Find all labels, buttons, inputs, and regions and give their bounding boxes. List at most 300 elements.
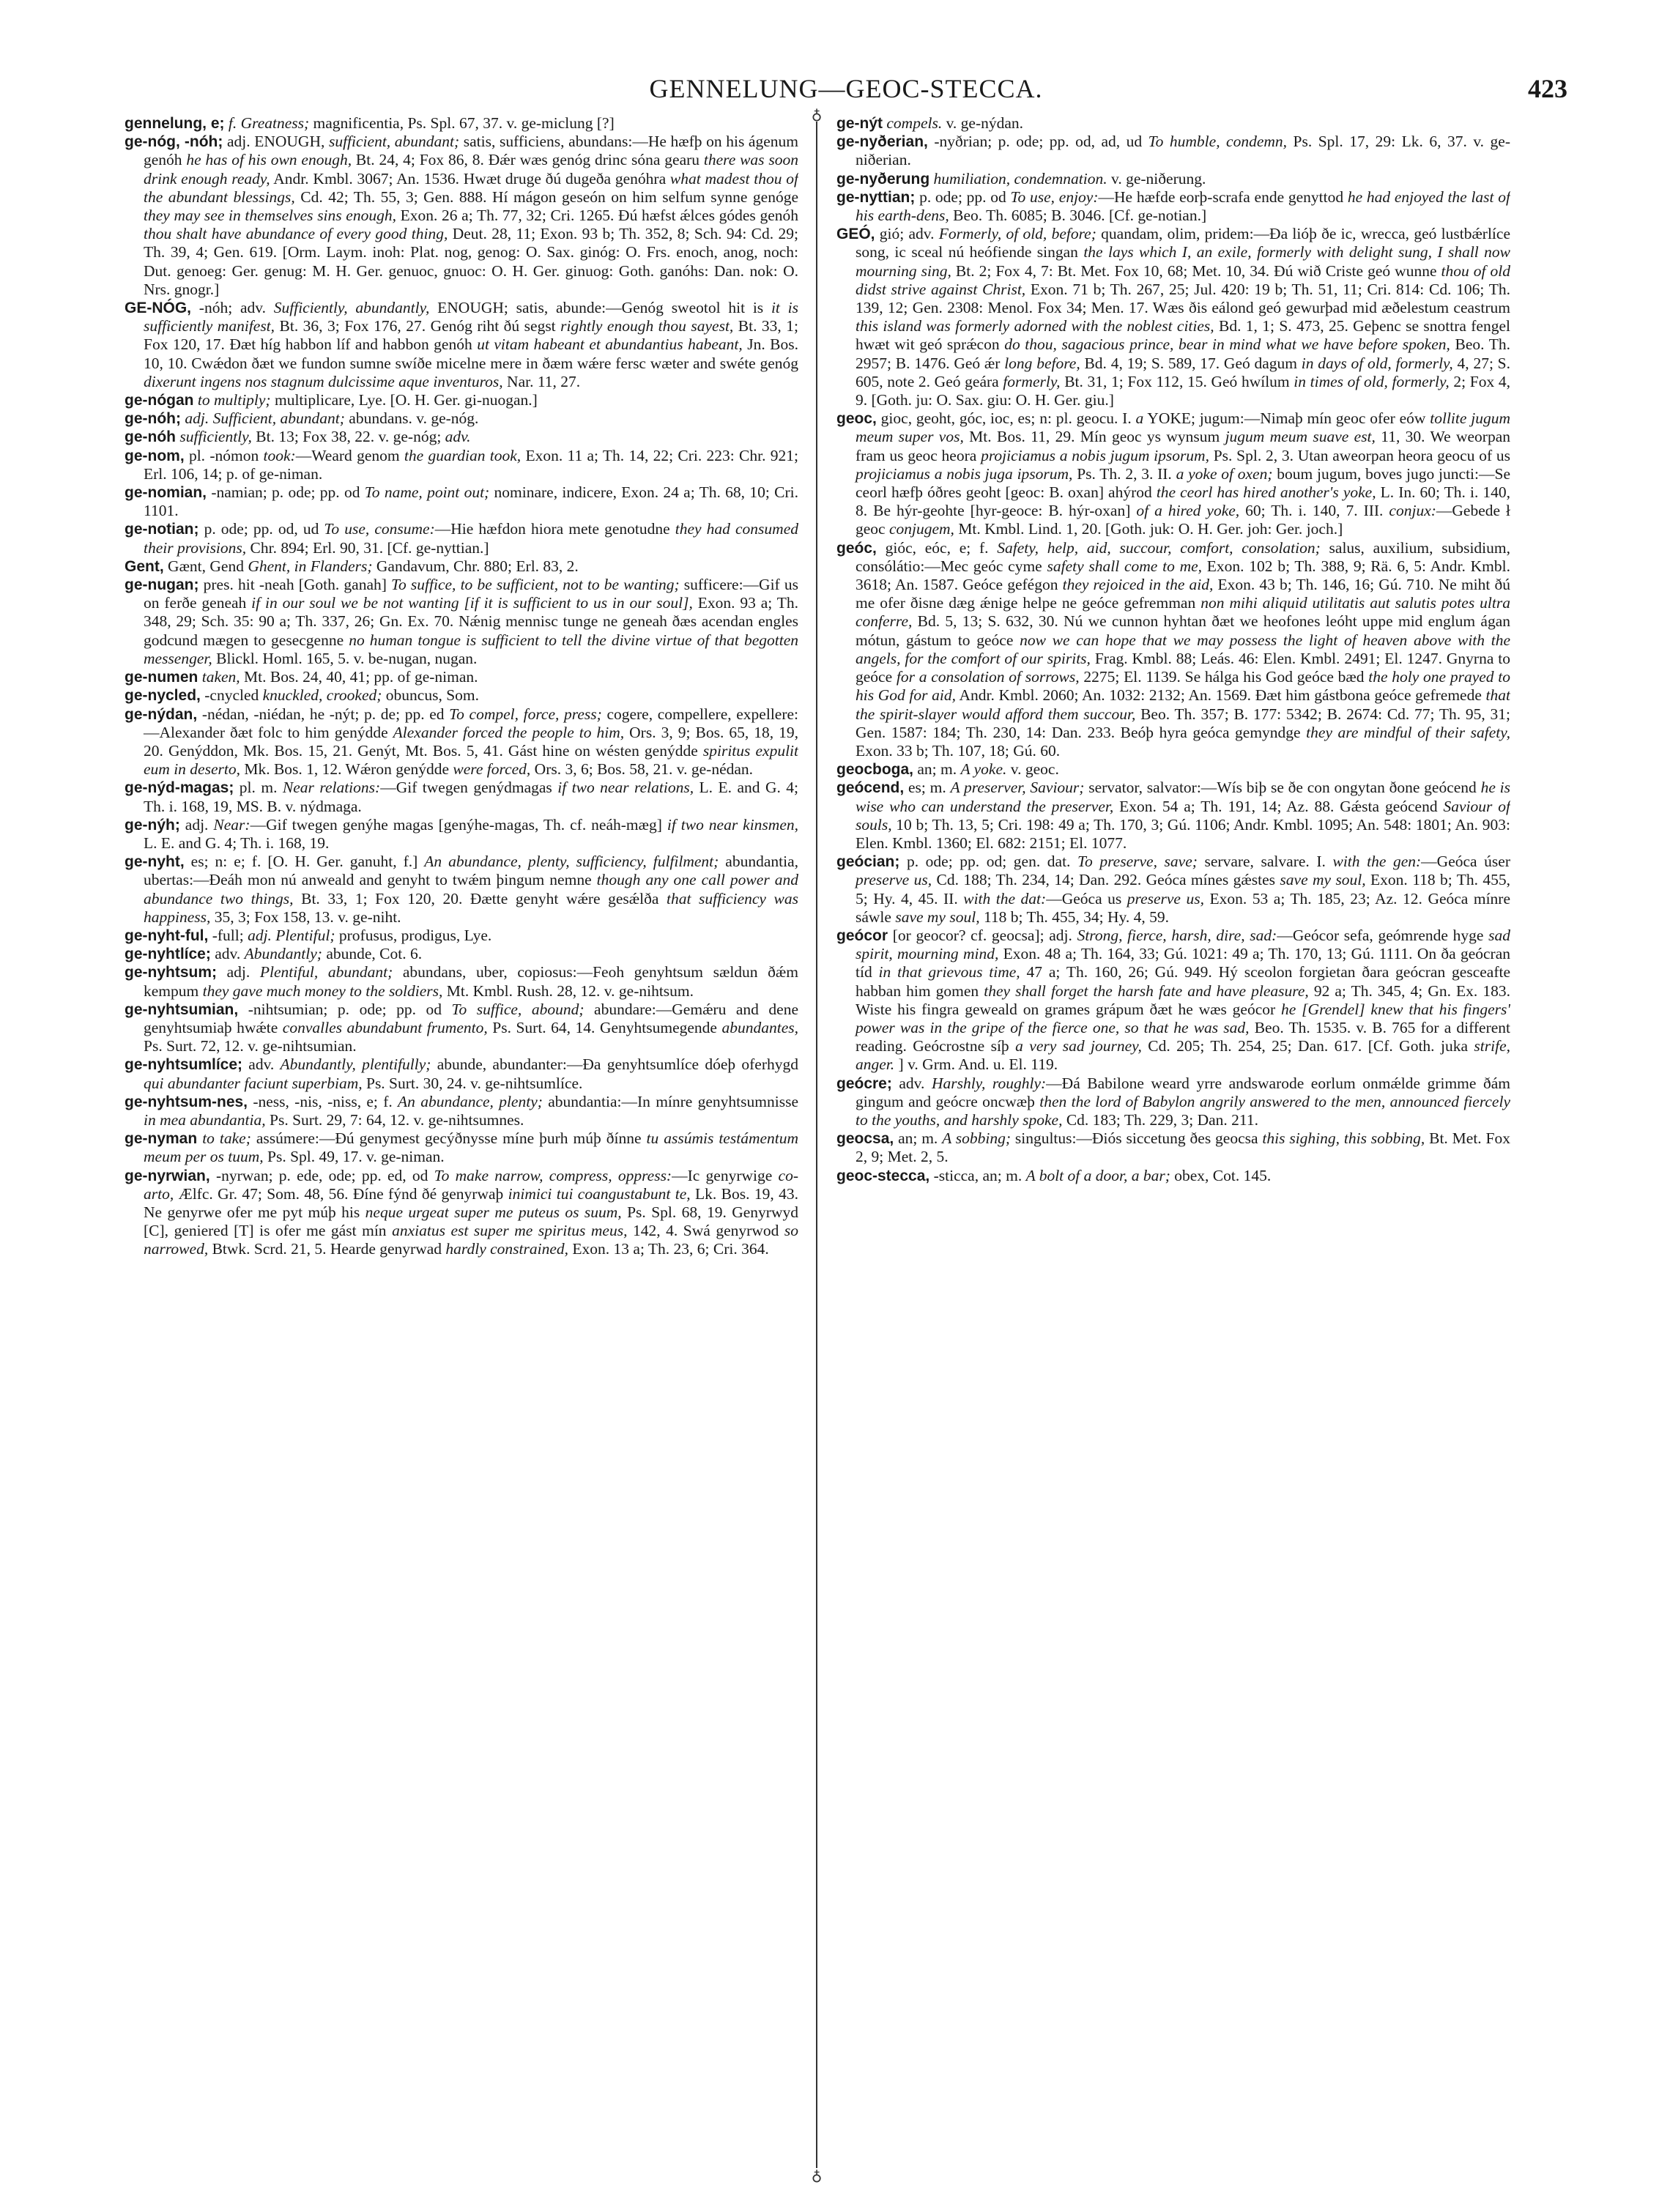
entry-text: Beo. Th. 357; B. 177: 5342; B. 2674: Cd. 77; Th. 95, 31; Gen. 1587: 184; Th. 230, 14: Dan. 233. Beóþ hyra geóca gemyndge [856, 705, 1510, 741]
gloss-italic: adj. Plentiful; [248, 926, 335, 944]
entry-text: abundare:—Gemǽru and dene genyhtsumiaþ hwǽte [144, 1000, 798, 1036]
gloss-italic: conjugem, [888, 520, 954, 538]
entry-text: YOKE; jugum:—Nimaþ mín geoc ofer eów [1143, 409, 1430, 428]
entry-text: gioc, geoht, góc, ioc, es; n: pl. geocu. I. [876, 409, 1136, 428]
entry-text: p. ode; pp. od [915, 188, 1011, 206]
gloss-italic: Abundantly; [244, 945, 322, 963]
gloss-italic: An abundance, plenty; [398, 1092, 543, 1110]
gloss-italic: to take; [202, 1129, 251, 1148]
gloss-italic: sufficiently, [179, 428, 252, 446]
gloss-italic: qui abundanter faciunt superbiam, [144, 1074, 363, 1092]
headword: ge-nógan [125, 392, 194, 409]
entry-text: an; m. [913, 760, 961, 779]
entry-text: 11, 30. We weorpan fram us geoc heora [856, 428, 1510, 464]
entry-text: Bt. Met. Fox 2, 9; Met. 2, 5. [856, 1129, 1510, 1166]
dictionary-entry [125, 1167, 798, 1259]
entry-text: Ps. Spl. 17, 29: Lk. 6, 37. v. ge-niðerian. [856, 133, 1510, 169]
entry-text: Exon. 118 b; Th. 455, 5; Hy. 4, 45. II. [856, 871, 1510, 908]
gloss-italic: To use, enjoy: [1010, 188, 1099, 206]
dictionary-entry [125, 1001, 798, 1056]
gloss-italic: with the gen: [1332, 853, 1422, 871]
entry-text: an; m. [894, 1129, 943, 1148]
entry-text: v. ge-nýdan. [942, 114, 1024, 132]
entry-text: Exon. 48 a; Th. 164, 33; Gú. 1021: 49 a; Th. 170, 13; Gú. 1111. On ða geócran tíd [856, 945, 1510, 981]
entry-text: abundans, uber, copiosus:—Feoh genyhtsum sældun ðǽm kempum [144, 963, 798, 1000]
entry-text: 2275; El. 1139. Se hálga his God geóce bæd [1079, 668, 1369, 686]
gloss-italic: to multiply; [197, 391, 271, 409]
entry-text: Beo. Th. 2957; B. 1476. Geó ǽr [856, 335, 1510, 372]
dictionary-entry [125, 447, 798, 483]
entry-text: Btwk. Scrd. 21, 5. Hearde genyrwad [208, 1240, 446, 1258]
dictionary-entry [125, 576, 798, 668]
entry-text: Ps. Spl. 49, 17. v. ge-niman. [263, 1148, 445, 1166]
gloss-italic: thou shalt have abundance of every good thing, [144, 225, 448, 243]
headword: ge-nóg, -nóh; [125, 133, 223, 151]
headword: geócor [836, 927, 888, 944]
entry-text: adv. [242, 1055, 281, 1074]
headword: ge-nýd-magas; [125, 779, 234, 797]
dictionary-entry [125, 686, 798, 705]
entry-text: -cnycled [200, 686, 263, 705]
gloss-italic: sad spirit, mourning mind, [856, 926, 1510, 963]
entry-text: servator, salvator:—Wís biþ se ðe con ongytan ðone geócend [1084, 779, 1481, 797]
entry-text: v. ge-niðerung. [1107, 169, 1206, 188]
entry-text: ENOUGH; satis, abunde:—Genóg sweotol hit is [429, 299, 771, 317]
gloss-italic: they may see in themselves sins enough, [144, 207, 396, 225]
gloss-italic: they shall forget the harsh fate and have pleasure, [984, 981, 1309, 1000]
headword: geoc, [836, 410, 877, 428]
entry-text: cogere, compellere, expellere:—Alexander ðæt folc to him genýdde [144, 705, 798, 741]
entry-text: abunde, Cot. 6. [322, 945, 423, 963]
gloss-italic: A preserver, Saviour; [950, 779, 1085, 797]
dictionary-entry [836, 225, 1510, 409]
entry-text: Jn. Bos. 10, 10. Cwǽdon ðæt we fundon sumne swíðe micelne mere in ðæm wǽre fersc wæter and swéte genóg [144, 335, 798, 372]
entry-text: adj. [179, 815, 214, 834]
entry-text: -ness, -nis, -niss, e; f. [248, 1092, 398, 1110]
divider-bottom-ornament: ♁ [809, 2168, 824, 2183]
entry-text: Exon. 102 b; Th. 388, 9; Rä. 6, 5: Andr. Kmbl. 3618; An. 1587. Geóce gefégon [856, 557, 1510, 594]
gloss-italic: with the dat: [963, 889, 1047, 908]
dictionary-entry [125, 114, 798, 133]
gloss-italic: there was soon drink enough ready, [144, 151, 798, 188]
entry-text: gióc, eóc, e; f. [876, 538, 998, 557]
gloss-italic: preserve us, [856, 871, 932, 889]
entry-text: multiplicare, Lye. [O. H. Ger. gi-nuogan.] [270, 391, 538, 409]
entry-text: Cd. 205; Th. 254, 25; Dan. 617. [Cf. Goth. juka [1141, 1037, 1474, 1055]
entry-text: Exon. 43 b; Th. 146, 16; Gú. 710. Ne miht ðú me ofer ðisne dæg ǽnige helpe ne geóce gefremman [856, 576, 1510, 612]
entry-text: 2; Fox 4, 9. [Goth. ju: O. Sax. giu: O. H. Ger. giu.] [856, 372, 1510, 409]
entry-text: Cd. 188; Th. 234, 14; Dan. 292. Geóca mínes gǽstes [932, 871, 1280, 889]
dictionary-entry [836, 779, 1510, 853]
entry-text: -nyrwan; p. ede, ode; pp. ed, od [209, 1166, 434, 1184]
entry-text: satis, sufficiens, abundans:—He hæfþ on his ágenum genóh [144, 133, 798, 169]
entry-text: Exon. 13 a; Th. 23, 6; Cri. 364. [568, 1240, 769, 1258]
entry-text: —Gif twegen genýhe magas [genýhe-magas, Th. cf. neáh-mæg] [250, 815, 667, 834]
gloss-italic: do thou, sagacious prince, bear in mind what we have before spoken, [1004, 335, 1450, 354]
entry-text: obex, Cot. 145. [1170, 1166, 1272, 1184]
gloss-italic: adv. [445, 428, 471, 446]
entry-text: Mt. Kmbl. Lind. 1, 20. [Goth. juk: O. H. Ger. joh: Ger. joch.] [954, 520, 1343, 538]
headword: ge-nyht-ful, [125, 927, 209, 944]
entry-text: Gænt, Gend [163, 557, 248, 575]
gloss-italic: projiciamus a nobis jugum ipsorum, [981, 446, 1209, 464]
gloss-italic: neque urgeat super me puteus os suum, [365, 1203, 622, 1221]
entry-text: nominare, indicere, Exon. 24 a; Th. 68, 10; Cri. 1101. [144, 483, 798, 520]
gloss-italic: Saviour of souls, [856, 797, 1510, 834]
headword: ge-nyðerian, [836, 133, 928, 151]
entry-text: 60; Th. i. 140, 7. III. [1239, 502, 1389, 520]
headword: Gent, [125, 557, 164, 575]
entry-text: -nédan, -niédan, he -nýt; p. de; pp. ed [197, 705, 450, 723]
gloss-italic: f. Greatness; [228, 114, 310, 132]
entry-text: Ælfc. Gr. 47; Som. 48, 56. Ðíne fýnd ðé genyrwaþ [174, 1184, 508, 1203]
gloss-italic: Strong, fierce, harsh, dire, sad: [1077, 926, 1277, 944]
gloss-italic: so narrowed, [144, 1222, 798, 1258]
entry-text: -nihtsumian; p. ode; pp. od [238, 1000, 452, 1018]
gloss-italic: non mihi aliquid utilitatis aut salutis potes ultra conferre, [856, 594, 1510, 631]
dictionary-entry [836, 539, 1510, 760]
entry-text: [or geocor? cf. geocsa]; adj. [888, 926, 1077, 944]
entry-text: pl. -nómon [184, 446, 264, 464]
gloss-italic: in mea abundantia, [144, 1110, 266, 1129]
gloss-italic: for a consolation of sorrows, [896, 668, 1080, 686]
dictionary-entry [125, 409, 798, 428]
headword: ge-nóh; [125, 410, 181, 428]
dictionary-entry [125, 133, 798, 299]
headword: geocsa, [836, 1130, 894, 1148]
headword: geoc-stecca, [836, 1167, 930, 1184]
dictionary-entry [125, 1055, 798, 1092]
entry-text: Ps. Surt. 30, 24. v. ge-nihtsumlíce. [362, 1074, 583, 1092]
gloss-italic: preserve us, [1127, 889, 1204, 908]
headword: ge-nýdan, [125, 705, 198, 723]
gloss-italic: they gave much money to the soldiers, [202, 981, 443, 1000]
headword: ge-nyht, [125, 853, 185, 871]
page-number: 423 [1528, 74, 1567, 103]
dictionary-entry [125, 668, 798, 686]
gloss-italic: A bolt of a door, a bar; [1025, 1166, 1170, 1184]
entry-text: —Geócor sefa, geómrende hyge [1277, 926, 1489, 944]
dictionary-entry [125, 927, 798, 945]
gloss-italic: a yoke of oxen; [1176, 464, 1273, 483]
gloss-italic: the guardian took, [404, 446, 522, 464]
gloss-italic: safety shall come to me, [1047, 557, 1203, 575]
entry-text: 142, 4. Swá genyrwod [627, 1222, 784, 1240]
dictionary-entry [125, 1093, 798, 1129]
gloss-italic: To name, point out; [364, 483, 490, 502]
entry-text: magnificentia, Ps. Spl. 67, 37. v. ge-miclung [?] [309, 114, 615, 132]
gloss-italic: humiliation, condemnation. [933, 169, 1107, 188]
dictionary-entry [125, 1129, 798, 1166]
entry-text: 47 a; Th. 160, 26; Gú. 949. Hý sceolon forgietan ðara geócran gesceafte habban him gomen [856, 963, 1510, 1000]
gloss-italic: ut vitam habeant et abundantius habeant, [477, 335, 743, 354]
entry-text: Cd. 183; Th. 229, 3; Dan. 211. [1062, 1110, 1259, 1129]
headword: GE-NÓG, [125, 300, 192, 317]
gloss-italic: Safety, help, aid, succour, comfort, consolation; [997, 538, 1321, 557]
gloss-italic: Plentiful, abundant; [259, 963, 393, 981]
gloss-italic: To make narrow, compress, oppress: [434, 1166, 672, 1184]
dictionary-entry [125, 705, 798, 779]
entry-text: Exon. 71 b; Th. 267, 25; Jul. 420: 19 b; Th. 51, 11; Cri. 814: Cd. 106; Th. 139, 12; Gen. 2308: Menol. Fox 34; Men. 17. Wæs ðis eálond geó gewurþad mid æðelestum ceastrum [856, 280, 1510, 317]
entry-text: -full; [208, 926, 248, 944]
entry-text: pl. m. [234, 779, 283, 797]
entry-text: Mt. Bos. 11, 29. Mín geoc ys wynsum [963, 428, 1225, 446]
entry-text: v. geoc. [1006, 760, 1059, 779]
entry-text: —Hie hæfdon hiora mete genotudne [434, 520, 675, 538]
entry-text: singultus:—Ðiós siccetung ðes geocsa [1011, 1129, 1263, 1148]
entry-text: Bd. 1, 1; S. 473, 25. Geþenc se snottra fengel hwæt wit geó sprǽcon [856, 317, 1510, 354]
dictionary-entry [836, 409, 1510, 538]
gloss-italic: Abundantly, plentifully; [280, 1055, 431, 1074]
entry-text: ] v. Grm. And. u. El. 119. [894, 1055, 1058, 1074]
gloss-italic: conjux: [1389, 502, 1436, 520]
gloss-italic: anxiatus est super me spiritus meus, [392, 1222, 628, 1240]
dictionary-entry [125, 557, 798, 576]
gloss-italic: A sobbing; [942, 1129, 1012, 1148]
left-column [125, 114, 798, 2183]
entry-text: Exon. 26 a; Th. 77, 32; Cri. 1265. Ðú hæfst ǽlces gódes genóh [396, 207, 798, 225]
entry-text: Lk. Bos. 19, 43. Ne genyrwe ofer me pyt múþ his [144, 1184, 798, 1221]
gloss-italic: Harshly, roughly: [931, 1074, 1047, 1092]
entry-text: Mt. Kmbl. Rush. 28, 12. v. ge-nihtsum. [442, 981, 694, 1000]
gloss-italic: knuckled, crooked; [262, 686, 382, 705]
running-title: GENNELUNG—GEOC-STECCA. [649, 74, 1043, 103]
gloss-italic: what madest thou of the abundant blessings, [144, 169, 798, 206]
entry-text: —Geóca úser [1421, 853, 1510, 871]
gloss-italic: then the lord of Babylon angrily answered to the men, announced fiercely to the youths, and harshly spoke, [856, 1092, 1510, 1129]
gloss-italic: that the spirit-slayer would afford them succour, [856, 686, 1510, 723]
entry-text: Chr. 894; Erl. 90, 31. [Cf. ge-nyttian.] [246, 538, 489, 557]
gloss-italic: Near relations: [282, 779, 381, 797]
gloss-italic: he had enjoyed the last of his earth-dens, [856, 188, 1510, 225]
entry-text: -namian; p. ode; pp. od [207, 483, 365, 502]
headword: ge-notian; [125, 521, 199, 538]
entry-text: Blickl. Homl. 165, 5. v. be-nugan, nugan. [212, 649, 478, 667]
entry-text: abunde, abundanter:—Ða genyhtsumlíce dóeþ oferhygd [431, 1055, 798, 1074]
entry-text: L. In. 60; Th. i. 140, 8. Be hýr-geohte [hyr-geoce: B. hýr-oxan] [856, 483, 1510, 520]
gloss-italic: they rejoiced in the aid, [1062, 576, 1214, 594]
entry-text: 4, 27; S. 605, note 2. Geó geára [856, 354, 1510, 390]
entry-text: Exon. 93 a; Th. 348, 29; Sch. 35: 90 a; Th. 337, 26; Gn. Ex. 70. Nǽnig mennisc tunge ne geneah ðæs acendan engles godcund mægen to gesecgenne [144, 594, 798, 649]
entry-text: Bt. 2; Fox 4, 7: Bt. Met. Fox 10, 68; Met. 10, 34. Ðú wið Criste geó wunne [951, 261, 1441, 280]
gloss-italic: Alexander forced the people to him, [393, 723, 625, 741]
gloss-italic: An abundance, plenty, sufficiency, fulfilment; [424, 853, 719, 871]
entry-text: —Gebede ł geoc [856, 502, 1510, 538]
gloss-italic: inimici tui coangustabunt te, [508, 1184, 691, 1203]
dictionary-entry [836, 188, 1510, 225]
gloss-italic: taken, [201, 668, 240, 686]
gloss-italic: adj. Sufficient, abundant; [185, 409, 345, 428]
gloss-italic: save my soul, [1280, 871, 1366, 889]
gloss-italic: this sighing, this sobbing, [1262, 1129, 1425, 1148]
entry-text: —Gif twegen genýdmagas [380, 779, 558, 797]
gloss-italic: Formerly, of old, before; [938, 225, 1096, 243]
gloss-italic: tu assúmis testámentum meum per os tuum, [144, 1129, 798, 1166]
gloss-italic: the holy one prayed to his God for aid, [856, 668, 1510, 705]
entry-text: profusus, prodigus, Lye. [335, 926, 492, 944]
entry-text: salus, auxilium, subsidium, consólátio:—Mec geóc cyme [856, 538, 1510, 575]
entry-text: es; m. [904, 779, 951, 797]
entry-text: Ps. Surt. 64, 14. Genyhtsumegende [487, 1018, 722, 1036]
gloss-italic: if in our soul we be not wanting [if it is sufficient to us in our soul], [251, 594, 693, 612]
entry-text: -sticca, an; m. [929, 1166, 1026, 1184]
gloss-italic: a [1135, 409, 1144, 428]
gloss-italic: of a hired yoke, [1136, 502, 1240, 520]
gloss-italic: the lays which I, an exile, formerly with delight sung, I shall now mourning sing, [856, 243, 1510, 280]
gloss-italic: if two near kinsmen, [667, 815, 798, 834]
headword: ge-nyhtsum; [125, 964, 217, 981]
headword: ge-nyttian; [836, 188, 916, 206]
dictionary-entry [125, 299, 798, 391]
entry-text: Andr. Kmbl. 2060; An. 1032: 2132; An. 1569. Ðæt him gástbona geóce gefremede [956, 686, 1486, 705]
entry-text: 118 b; Th. 455, 34; Hy. 4, 59. [979, 908, 1169, 926]
headword: ge-nyman [125, 1130, 198, 1148]
entry-text: Ors. 3, 9; Bos. 65, 18, 19, 20. Genýddon, Mk. Bos. 15, 21. Genýt, Mt. Bos. 5, 41. Gást hine on wésten genýdde [144, 723, 798, 760]
entry-text: Frag. Kmbl. 88; Leás. 46: Elen. Kmbl. 2491; El. 1247. Gnyrna to geóce [856, 649, 1510, 686]
headword: ge-nýh; [125, 816, 180, 834]
gloss-italic: abundantes, [721, 1018, 798, 1036]
entry-text: 92 a; Th. 345, 4; Gn. Ex. 183. Wiste his fingra geweald on grames grápum ðæt he wæs geócor [856, 981, 1510, 1018]
entry-text: Beo. Th. 1535. v. B. 765 for a different reading. Geócrostne síþ [856, 1018, 1510, 1055]
entry-text: Bt. 36, 3; Fox 176, 27. Genóg riht ðú segst [275, 317, 561, 335]
gloss-italic: tollite jugum meum super vos, [856, 409, 1510, 446]
entry-text: adj. [217, 963, 260, 981]
entry-text: servare, salvare. I. [1197, 853, 1333, 871]
headword: ge-nyhtsumian, [125, 1001, 239, 1018]
entry-text: quandam, olim, pridem:—Ða lióþ ðe ic, wrecca, geó lustbǽrlíce song, ic sceal nú heófiende singan [856, 225, 1510, 261]
gloss-italic: a very sad journey, [1015, 1037, 1142, 1055]
gloss-italic: To suffice, abound; [451, 1000, 584, 1018]
entry-text: adv. [891, 1074, 932, 1092]
entry-text: gió; adv. [875, 225, 939, 243]
page-header [125, 63, 1567, 114]
entry-text: -nyðrian; p. ode; pp. od, ad, ud [927, 133, 1148, 151]
dictionary-entry [125, 853, 798, 927]
gloss-italic: in days of old, formerly, [1301, 354, 1453, 372]
gloss-italic: if two near relations, [557, 779, 694, 797]
right-column [836, 114, 1510, 2183]
gloss-italic: spiritus expulit eum in deserto, [144, 741, 798, 779]
entry-text: Ors. 3, 6; Bos. 58, 21. v. ge-nédan. [530, 760, 754, 779]
entry-text: Ps. Th. 2, 3. II. [1072, 464, 1176, 483]
entry-text: es; n: e; f. [O. H. Ger. ganuht, f.] [184, 853, 425, 871]
entry-text: —Weard genom [295, 446, 404, 464]
entry-text: Bt. 31, 1; Fox 112, 15. Geó hwílum [1060, 372, 1294, 390]
gloss-italic: formerly, [1003, 372, 1061, 390]
entry-text: Bt. 24, 4; Fox 86, 8. Ðǽr wæs genóg drinc sóna gearu [352, 151, 704, 169]
headword: gennelung, e; [125, 115, 225, 132]
gloss-italic: A yoke. [960, 760, 1007, 779]
gloss-italic: To compel, force, press; [449, 705, 602, 723]
headword: geócre; [836, 1075, 892, 1092]
gloss-italic: he is wise who can understand the preserver, [856, 779, 1510, 815]
dictionary-entry [125, 779, 798, 815]
entry-text: adv. [210, 945, 245, 963]
gloss-italic: Near: [213, 815, 250, 834]
gloss-italic: though any one call power and abundance two things, [144, 871, 798, 908]
headword: geocboga, [836, 761, 914, 779]
entry-text: —Ðá Babilone weard yrre andswarode eorlum onmǽlde grimme ðám gingum and geócre oncwæþ [856, 1074, 1510, 1110]
gloss-italic: that sufficiency was happiness, [144, 889, 798, 926]
dictionary-entry [836, 1075, 1510, 1130]
entry-text: Exon. 11 a; Th. 14, 22; Cri. 223: Chr. 921; Erl. 106, 14; p. of ge-niman. [144, 446, 798, 483]
gloss-italic: To humble, condemn, [1148, 133, 1288, 151]
gloss-italic: they are mindful of their safety, [1306, 723, 1510, 741]
entry-text: adj. ENOUGH, [223, 133, 329, 151]
gloss-italic: he [Grendel] knew that his fingers' power was in the gripe of the fierce one, so that he was sad, [856, 1000, 1510, 1036]
dictionary-entry [836, 170, 1510, 188]
gloss-italic: Sufficiently, abundantly, [273, 299, 430, 317]
dictionary-entry [125, 520, 798, 557]
headword: ge-nomian, [125, 484, 207, 502]
dictionary-entry [836, 1167, 1510, 1185]
entry-text: L. E. and G. 4; Th. i. 168, 19. [144, 834, 330, 852]
gloss-italic: rightly enough thou sayest, [560, 317, 734, 335]
entry-text: assúmere:—Ðú genymest gecýðnysse míne þurh múþ ðínne [250, 1129, 647, 1148]
headword: geóc, [836, 539, 877, 557]
entry-text: abundans. v. ge-nóg. [344, 409, 479, 428]
entry-text: Mt. Bos. 24, 40, 41; pp. of ge-niman. [240, 668, 478, 686]
gloss-italic: sufficient, abundant; [328, 133, 460, 151]
gloss-italic: dixerunt ingens nos stagnum dulcissime aque inventuros, [144, 372, 503, 390]
entry-text: —Geóca us [1046, 889, 1127, 908]
entry-text: p. ode; pp. od; gen. dat. [899, 853, 1078, 871]
entry-text: Bt. 33, 1; Fox 120, 17. Ðæt híg habbon líf and habbon genóh [144, 317, 798, 354]
entry-text: Bt. 13; Fox 38, 22. v. ge-nóg; [251, 428, 445, 446]
entry-text: —He hæfde eorþ-scrafa ende genyttod [1098, 188, 1348, 206]
entry-text: Andr. Kmbl. 3067; An. 1536. Hwæt druge ðú dugeða genóhra [270, 169, 670, 188]
headword: ge-nyhtsumlíce; [125, 1056, 243, 1074]
gloss-italic: were forced, [453, 760, 531, 779]
gloss-italic: this island was formerly adorned with the noblest cities, [856, 317, 1214, 335]
dictionary-entry [836, 853, 1510, 927]
gloss-italic: in that grievous time, [878, 963, 1020, 981]
entry-text: abundantia:—In mínre genyhtsumnisse [542, 1092, 798, 1110]
dictionary-entry [125, 428, 798, 446]
dictionary-entry [125, 483, 798, 520]
gloss-italic: it is sufficiently manifest, [144, 299, 798, 335]
entry-text: Exon. 54 a; Th. 191, 14; Az. 88. Gǽsta geócend [1113, 797, 1444, 815]
headword: GEÓ, [836, 226, 875, 243]
headword: ge-nugan; [125, 576, 199, 594]
dictionary-entry [836, 760, 1510, 779]
headword: ge-nyhtsum-nes, [125, 1093, 248, 1110]
entry-text: boum jugum, boves jugo juncti:—Se ceorl hæfþ óðres geoht [geoc: B. oxan] ahýrod [856, 464, 1510, 502]
dictionary-entry [125, 391, 798, 409]
column-divider [816, 114, 817, 2183]
dictionary-entry [836, 927, 1510, 1075]
gloss-italic: co-arto, [144, 1166, 798, 1203]
gloss-italic: convalles abundabunt frumento, [282, 1018, 488, 1036]
gloss-italic: thou of old didst strive against Christ, [856, 261, 1510, 298]
gloss-italic: jugum meum suave est, [1225, 428, 1376, 446]
entry-text: 10 b; Th. 13, 5; Cri. 198: 49 a; Th. 170, 3; Gú. 1106; Andr. Kmbl. 1095; An. 548: 1801; An. 903: Elen. Kmbl. 1360; El. 682: 2151; El. 1077. [856, 815, 1510, 852]
headword: ge-nyhtlíce; [125, 946, 211, 963]
headword: geócend, [836, 779, 905, 797]
gloss-italic: To preserve, save; [1077, 853, 1198, 871]
entry-text: Nar. 11, 27. [502, 372, 581, 390]
headword: ge-nyðerung [836, 170, 930, 188]
gloss-italic: strife, anger. [856, 1037, 1510, 1074]
gloss-italic: in times of old, formerly, [1294, 372, 1450, 390]
gloss-italic: Ghent, in Flanders; [248, 557, 373, 575]
headword: ge-nóh [125, 428, 176, 446]
entry-text: Mk. Bos. 1, 12. Wǽron genýdde [240, 760, 453, 779]
entry-text: pres. hit -neah [Goth. ganah] [198, 576, 392, 594]
entry-text: -nóh; adv. [191, 299, 274, 317]
headword: ge-nyrwian, [125, 1167, 210, 1184]
dictionary-entry [836, 1129, 1510, 1166]
